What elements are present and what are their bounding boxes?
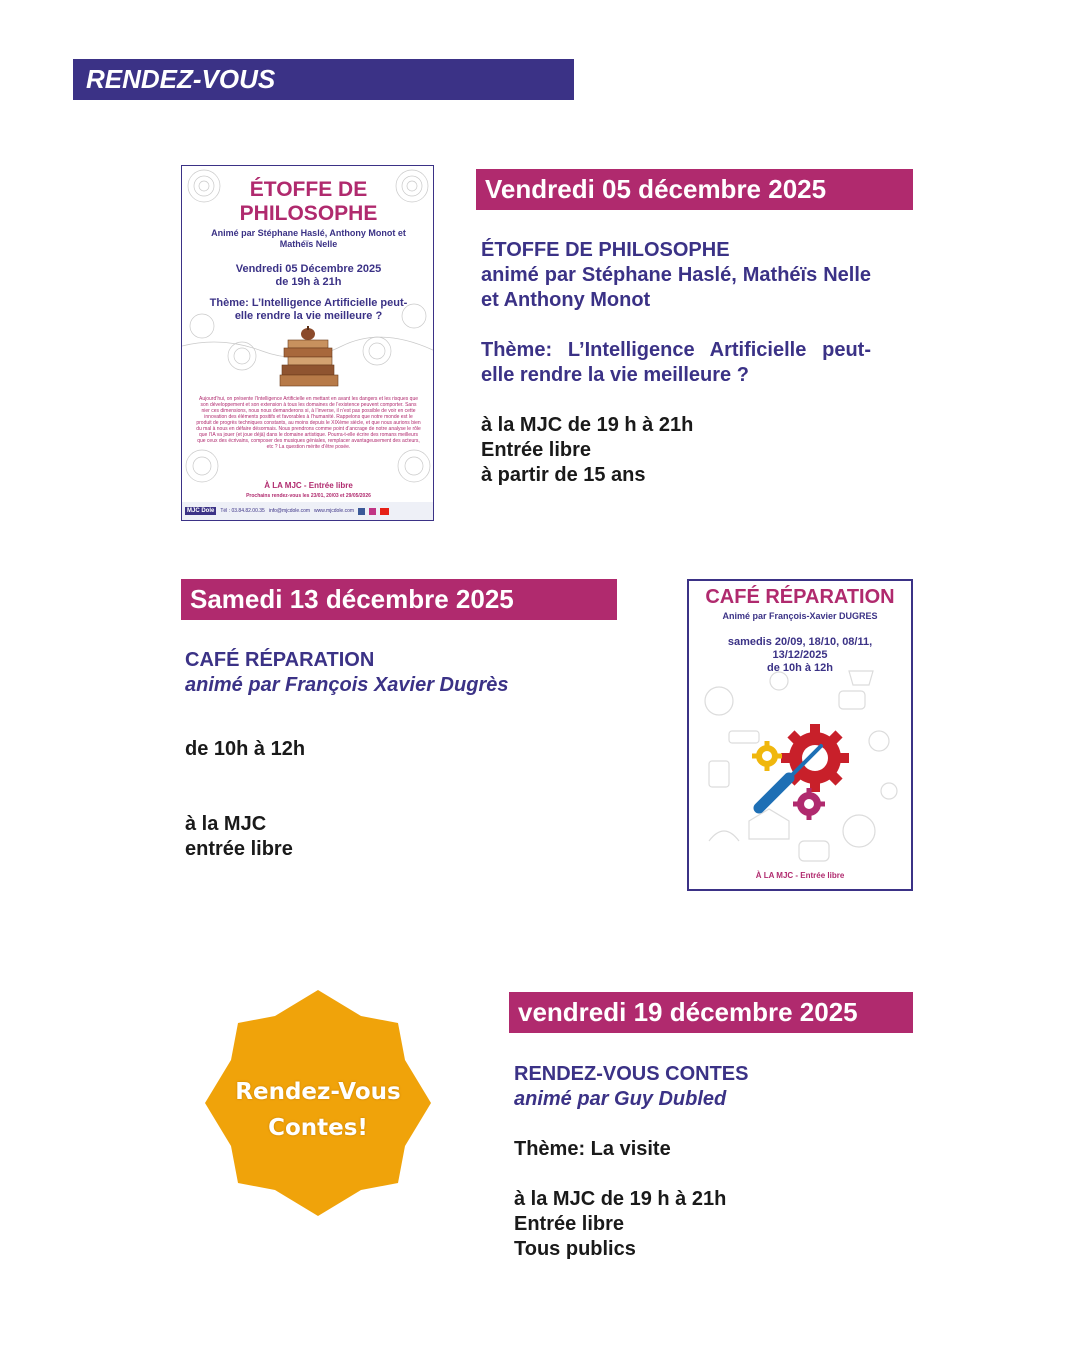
event-info-1a: à la MJC de 19 h à 21h — [481, 414, 694, 436]
contes-badge — [205, 990, 431, 1216]
poster-site: www.mjcdole.com — [314, 508, 355, 514]
poster2-dates-line1: samedis 20/09, 18/10, 08/11, — [727, 636, 873, 648]
badge-line1: Rendez-Vous — [235, 1079, 401, 1105]
facebook-icon — [358, 508, 365, 515]
event-info-2b: entrée libre — [185, 838, 293, 860]
books-illustration — [278, 324, 340, 390]
event-info-2a: à la MJC — [185, 813, 267, 835]
poster-title-line2: PHILOSOPHE — [239, 202, 378, 225]
event-info-3b: Entrée libre — [514, 1213, 625, 1235]
poster-date-line2: de 19h à 21h — [275, 276, 342, 288]
repair-cafe-poster — [687, 579, 913, 891]
poster-title-line1: ÉTOFFE DE — [249, 178, 368, 201]
philosophy-poster — [181, 165, 434, 521]
poster2-dates-line3: de 10h à 12h — [766, 662, 834, 674]
section-title: RENDEZ-VOUS — [73, 59, 574, 100]
instagram-icon — [369, 508, 376, 515]
event-details-3 — [514, 1062, 904, 1262]
poster-theme: Thème: L’Intelligence Artificielle peut-elle rendre la vie meilleure ? — [209, 297, 408, 322]
event-date-3: vendredi 19 décembre 2025 — [509, 992, 913, 1033]
poster-next-dates: Prochains rendez-vous les 23/01, 20/03 et 29/05/2026 — [246, 493, 371, 499]
event-animators-2: animé par François Xavier Dugrès — [185, 674, 509, 696]
event-date-2: Samedi 13 décembre 2025 — [181, 579, 617, 620]
poster-animators: Animé par Stéphane Haslé, Anthony Monot et Mathéïs Nelle — [211, 228, 406, 249]
poster-footer — [182, 502, 433, 520]
event-title-1: ÉTOFFE DE PHILOSOPHE — [481, 239, 730, 261]
gears-screwdriver-icon — [747, 716, 857, 826]
event-details-2 — [185, 648, 605, 862]
event-title-3: RENDEZ-VOUS CONTES — [514, 1063, 749, 1085]
mjc-logo: MJC Dole — [187, 508, 215, 514]
poster-venue: À LA MJC - Entrée libre — [264, 481, 353, 490]
event-title-2: CAFÉ RÉPARATION — [185, 649, 375, 671]
event-info-1b: Entrée libre — [481, 439, 592, 461]
event-animators-1: animé par Stéphane Haslé, Mathéïs Nelle et Anthony Monot — [481, 264, 871, 311]
poster-email: info@mjcdole.com — [268, 508, 311, 514]
youtube-icon — [380, 508, 389, 515]
badge-line2: Contes! — [268, 1115, 368, 1141]
event-info-3c: Tous publics — [514, 1238, 636, 1260]
event-time-2: de 10h à 12h — [185, 738, 306, 760]
event-theme-3: Thème: La visite — [514, 1138, 671, 1160]
poster2-dates-line2: 13/12/2025 — [772, 649, 828, 661]
event-date-1: Vendredi 05 décembre 2025 — [476, 169, 913, 210]
event-info-1c: à partir de 15 ans — [481, 464, 646, 486]
poster-body: Aujourd’hui, on présente l’Intelligence Artificielle en mettant en avant les dangers et les risques que son développement et son extension à tous les domaines de l’existence peuvent comporter. Sans nier ces dimensions, nous nous demanderons si, à l’inverse, il n’est pas possible de voir en cette innovation des éléments positifs et favorables à l’humanité. Rappelons que notre monde est le produit de progrès techniques constants, au moins depuis le XIXème siècle, et que nous aurions bien du mal à nous en défaire désormais. Nous prendrons comme point d’ancrage de notre analyse le rôle que l’IA va jouer (et joue déjà) dans le domaine artistique. Pourra-t-elle écrire des romans meilleurs que ceux des écrivains, composer des musiques géniales, remplacer avantageusement des acteurs, etc ? La question mérite d’être posée. — [196, 396, 421, 450]
poster2-venue: À LA MJC - Entrée libre — [755, 871, 845, 880]
poster2-animators: Animé par François-Xavier DUGRES — [722, 611, 878, 621]
event-details-1 — [481, 238, 871, 488]
event-info-3a: à la MJC de 19 h à 21h — [514, 1188, 727, 1210]
poster-date-line1: Vendredi 05 Décembre 2025 — [235, 263, 382, 275]
poster2-title: CAFÉ RÉPARATION — [705, 586, 895, 608]
event-theme-1: Thème: L’Intelligence Artificielle peut-elle rendre la vie meilleure ? — [481, 339, 871, 386]
poster-phone: Tél : 03.84.82.00.35 — [220, 508, 265, 514]
event-animators-3: animé par Guy Dubled — [514, 1088, 727, 1110]
